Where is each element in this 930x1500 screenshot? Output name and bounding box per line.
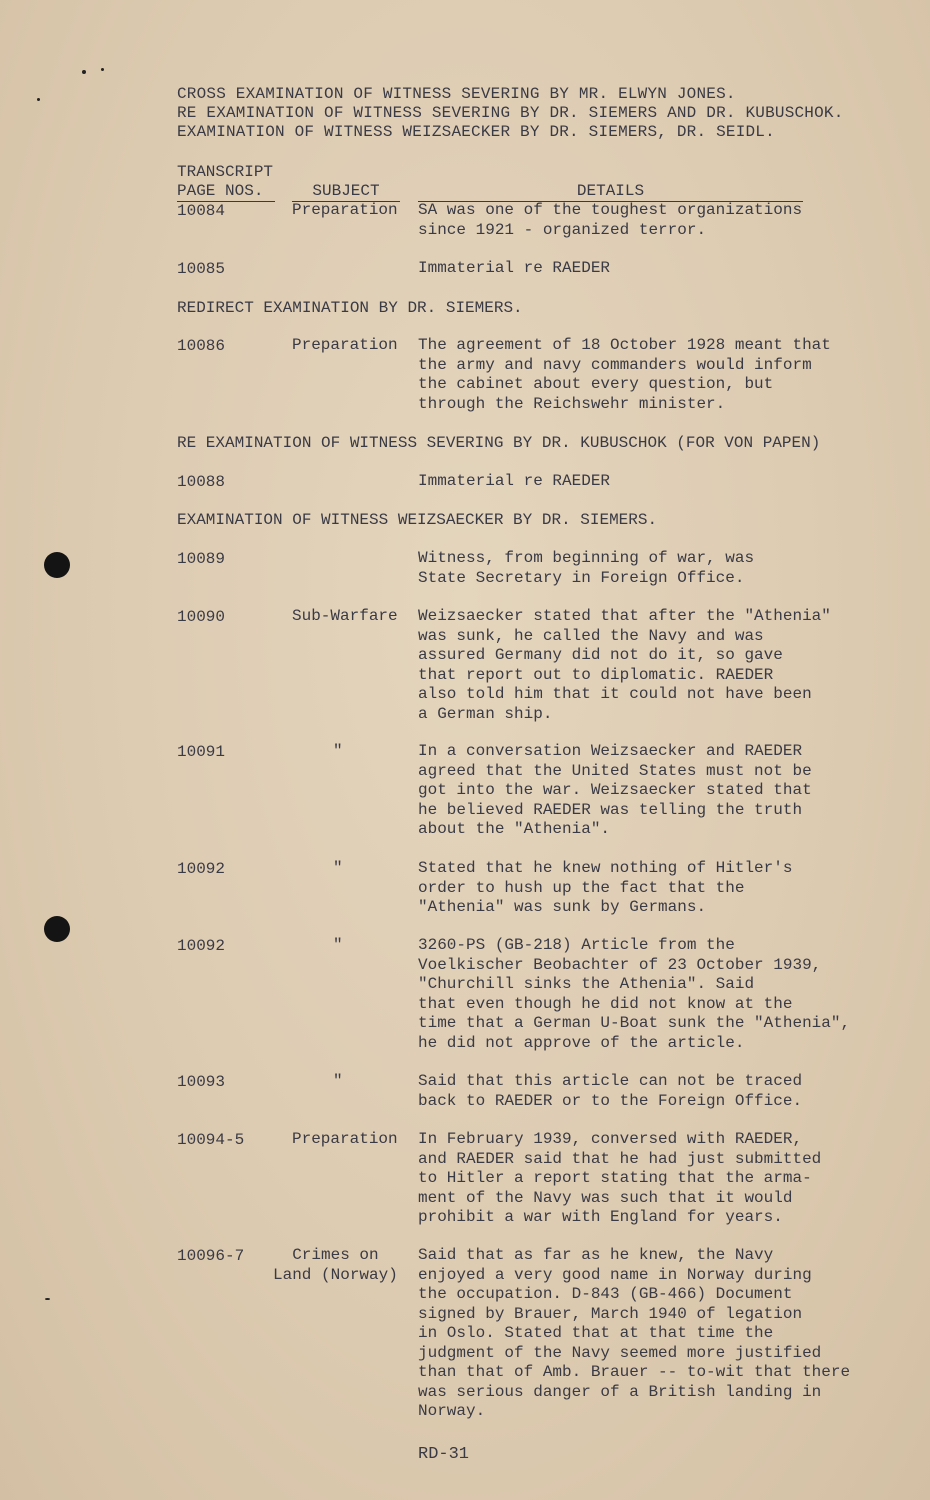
entry-page-number: 10092 bbox=[177, 937, 226, 955]
section-heading-weizsaecker: EXAMINATION OF WITNESS WEIZSAECKER BY DR. SIEMERS. bbox=[177, 511, 658, 529]
entry-page-number: 10096-7 bbox=[177, 1247, 245, 1265]
entry-subject: " bbox=[333, 1072, 343, 1090]
entry-details: SA was one of the toughest organizations since 1921 - organized terror. bbox=[418, 201, 803, 239]
entry-details: Immaterial re RAEDER bbox=[418, 472, 611, 490]
entry-subject: " bbox=[333, 859, 343, 877]
entry-details: Witness, from beginning of war, was State Secretary in Foreign Office. bbox=[418, 549, 755, 587]
column-header-transcript: TRANSCRIPT bbox=[177, 163, 274, 181]
entry-page-number: 10094-5 bbox=[177, 1131, 245, 1149]
page-footer-number: RD-31 bbox=[418, 1445, 470, 1464]
ink-speck bbox=[101, 68, 104, 71]
entry-details: The agreement of 18 October 1928 meant that the army and navy commanders would inform the cabinet about every question, but through the Reichswehr minister. bbox=[418, 336, 831, 413]
ink-speck bbox=[37, 98, 40, 101]
entry-page-number: 10089 bbox=[177, 550, 226, 568]
column-header-details: DETAILS bbox=[418, 181, 803, 202]
entry-details: Said that this article can not be traced back to RAEDER or to the Foreign Office. bbox=[418, 1072, 803, 1110]
entry-page-number: 10084 bbox=[177, 202, 226, 220]
ink-speck bbox=[82, 70, 86, 74]
punch-hole-top bbox=[44, 552, 70, 578]
entry-page-number: 10088 bbox=[177, 473, 226, 491]
punch-hole-bottom bbox=[44, 916, 70, 942]
entry-subject: Crimes on Land (Norway) bbox=[273, 1246, 398, 1284]
entry-page-number: 10093 bbox=[177, 1073, 226, 1091]
entry-details: In a conversation Weizsaecker and RAEDER agreed that the United States must not be got into the war. Weizsaecker stated that he believed RAEDER was telling the truth about the "Athenia". bbox=[418, 742, 812, 838]
entry-details: 3260-PS (GB-218) Article from the Voelkischer Beobachter of 23 October 1939, "Churchill sinks the Athenia". Said that even though he did not know at the time that a German U-Boat sunk the "Athenia", he did not approve of the article. bbox=[418, 936, 851, 1052]
entry-subject: Preparation bbox=[292, 1130, 398, 1148]
entry-page-number: 10090 bbox=[177, 608, 226, 626]
entry-page-number: 10086 bbox=[177, 337, 226, 355]
section-heading-redirect: REDIRECT EXAMINATION BY DR. SIEMERS. bbox=[177, 299, 523, 317]
entry-subject: " bbox=[333, 936, 343, 954]
ink-speck bbox=[45, 1298, 50, 1300]
entry-subject: Preparation bbox=[292, 201, 398, 219]
heading-line-1: CROSS EXAMINATION OF WITNESS SEVERING BY MR. ELWYN JONES. bbox=[177, 85, 736, 103]
entry-details: Stated that he knew nothing of Hitler's order to hush up the fact that the "Athenia" was sunk by Germans. bbox=[418, 859, 793, 916]
entry-subject: Sub-Warfare bbox=[292, 607, 398, 625]
entry-details: Immaterial re RAEDER bbox=[418, 259, 611, 277]
heading-line-2: RE EXAMINATION OF WITNESS SEVERING BY DR. SIEMERS AND DR. KUBUSCHOK. bbox=[177, 104, 844, 122]
column-header-subject: SUBJECT bbox=[292, 181, 400, 202]
entry-details: Weizsaecker stated that after the "Athenia" was sunk, he called the Navy and was assured Germany did not do it, so gave that report out to diplomatic. RAEDER also told him that it could not have been a German ship. bbox=[418, 607, 831, 723]
entry-subject: " bbox=[333, 742, 343, 760]
entry-subject: Preparation bbox=[292, 336, 398, 354]
section-heading-reexamination: RE EXAMINATION OF WITNESS SEVERING BY DR. KUBUSCHOK (FOR VON PAPEN) bbox=[177, 434, 821, 452]
heading-line-3: EXAMINATION OF WITNESS WEIZSAECKER BY DR. SIEMERS, DR. SEIDL. bbox=[177, 123, 775, 141]
entry-page-number: 10085 bbox=[177, 260, 226, 278]
entry-details: In February 1939, conversed with RAEDER, and RAEDER said that he had just submitted to Hitler a report stating that the arma- ment of the Navy was such that it would prohibit a war with England for years. bbox=[418, 1130, 822, 1226]
entry-details: Said that as far as he knew, the Navy enjoyed a very good name in Norway during the occupation. D-843 (GB-466) Document signed by Brauer, March 1940 of legation in Oslo. Stated that at that time the judgment of the Navy seemed more justified than that of Amb. Brauer -- to-wit that there was serious danger of a British landing in Norway. bbox=[418, 1246, 851, 1420]
entry-page-number: 10091 bbox=[177, 743, 226, 761]
entry-page-number: 10092 bbox=[177, 860, 226, 878]
column-header-page-nos: PAGE NOS. bbox=[177, 181, 275, 202]
